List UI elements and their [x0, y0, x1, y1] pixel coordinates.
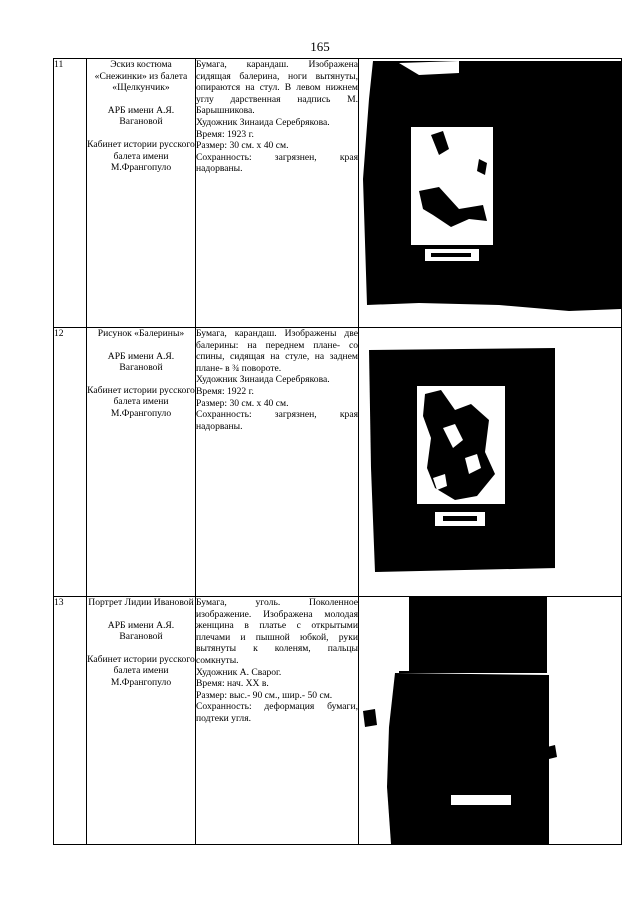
item-cabinet: Кабинет истории русского балета имени М.Франгопуло — [87, 138, 195, 174]
description-line: Время: 1923 г. — [196, 128, 254, 140]
item-cabinet: Кабинет истории русского балета имени М.Франгопуло — [87, 653, 195, 688]
description-line: Сохранность: загрязнен, края надорваны. — [196, 151, 358, 175]
item-photo — [359, 59, 621, 327]
item-photo-cell — [359, 328, 622, 597]
description-line: Бумага, карандаш. Изображены две балерины: на переднем плане- со спины, сидящая на стуле, на заднем плане- в ¾ повороте. — [196, 328, 358, 374]
item-number: 12 — [54, 328, 87, 597]
description-line: Художник А. Сварог. — [196, 666, 282, 678]
item-organization: АРБ имени А.Я. Вагановой — [107, 104, 175, 128]
table-row — [54, 597, 622, 845]
description-line: Размер: 30 см. х 40 см. — [196, 140, 289, 152]
item-title-cell — [87, 597, 196, 845]
item-title-cell — [87, 328, 196, 597]
description-line: Художник Зинаида Серебрякова. — [196, 374, 330, 386]
description-line: Время: нач. XX в. — [196, 678, 269, 690]
item-organization: АРБ имени А.Я. Вагановой — [107, 619, 175, 643]
description-line: Размер: выс.- 90 см., шир.- 50 см. — [196, 689, 333, 701]
item-title-cell — [87, 59, 196, 328]
description-line: Художник Зинаида Серебрякова. — [196, 116, 330, 128]
item-photo-cell — [359, 597, 622, 845]
description-line: Бумага, карандаш. Изображена сидящая балерина, ноги вытянуты, опираются на стул. В левом нижнем углу дарственная надпись М. Барышникова. — [196, 59, 358, 117]
item-title: Рисунок «Балерины» — [97, 328, 185, 339]
page-number: 165 — [310, 39, 330, 54]
item-photo — [359, 328, 621, 596]
item-title: Эскиз костюма «Снежинки» из балета «Щелкунчик» — [94, 59, 188, 94]
item-number: 13 — [54, 597, 87, 845]
item-photo-cell — [359, 59, 622, 328]
description-line: Сохранность: деформация бумаги, подтеки угля. — [196, 701, 358, 724]
description-line: Размер: 30 см. х 40 см. — [196, 397, 289, 409]
item-photo — [359, 597, 621, 844]
table-row — [54, 59, 622, 328]
item-description-cell — [196, 59, 359, 328]
item-cabinet: Кабинет истории русского балета имени М.Франгопуло — [87, 384, 195, 419]
catalog-table — [53, 58, 622, 845]
description-line: Бумага, уголь. Поколенное изображение. Изображена молодая женщина в платье с открытыми плечами и пышной юбкой, руки вытянуты к коленям, пальцы сомкнуты. — [196, 597, 358, 666]
description-line: Сохранность: загрязнен, края надорваны. — [196, 409, 358, 432]
table-row — [54, 328, 622, 597]
description-line: Время: 1922 г. — [196, 385, 254, 397]
item-number: 11 — [54, 59, 87, 328]
item-title: Портрет Лидии Ивановой — [88, 597, 194, 608]
item-organization: АРБ имени А.Я. Вагановой — [107, 350, 175, 374]
item-description-cell — [196, 328, 359, 597]
item-description-cell — [196, 597, 359, 845]
